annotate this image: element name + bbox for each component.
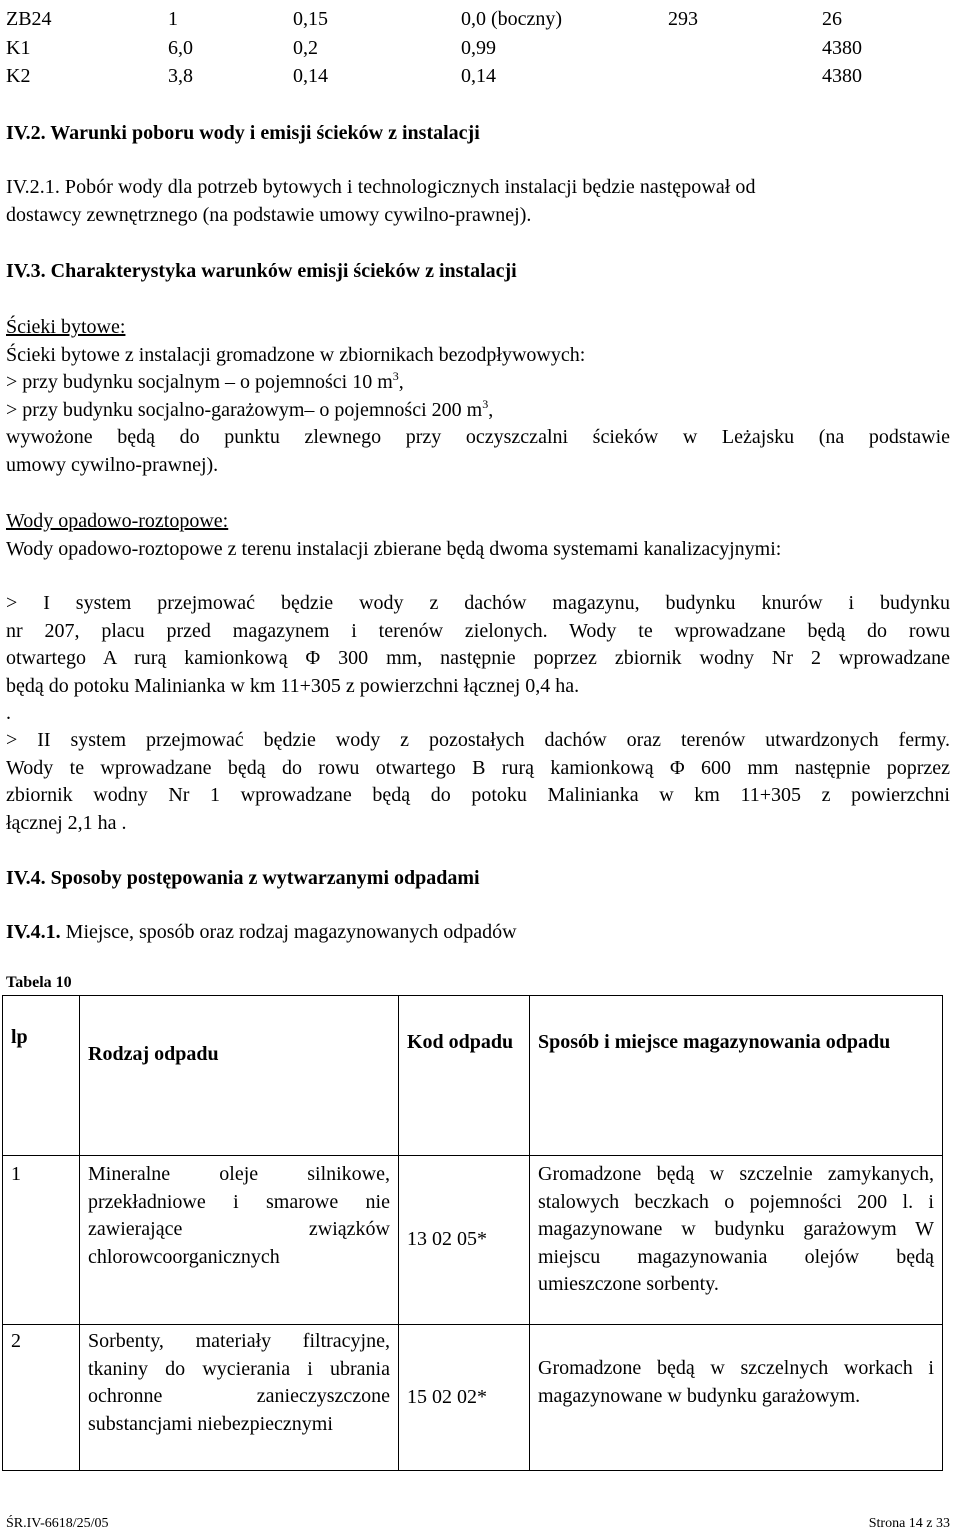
table-cell: 6,0 — [168, 36, 193, 59]
table-cell: 0,15 — [293, 8, 328, 30]
table-header-row — [3, 996, 943, 1156]
table-cell: 0,0 (boczny) — [461, 8, 563, 30]
table-cell: 0,2 — [293, 36, 318, 59]
punctuation: , — [488, 399, 494, 421]
table-row — [6, 35, 946, 64]
row-lp: 2 — [3, 1325, 80, 1471]
section-heading-iv4: IV.4. Sposoby postępowania z wytwarzanymi odpadami — [6, 867, 480, 889]
table-row — [3, 1156, 943, 1325]
waste-table — [2, 995, 943, 1471]
subsection-number: IV.4.1. — [6, 921, 61, 943]
footer-page-number: Strona 14 z 33 — [868, 1516, 950, 1531]
sewage-label: Ścieki bytowe: — [6, 316, 126, 338]
stray-dot: . — [6, 702, 11, 724]
table-cell: 4380 — [822, 36, 862, 59]
row-waste-type: Sorbenty, materiały filtracyjne, tkaniny do wycierania i ubrania ochronne zanieczyszczone substancjami niebezpiecznymi — [80, 1325, 399, 1471]
header-lp: lp — [3, 996, 80, 1156]
header-waste-type: Rodzaj odpadu — [80, 996, 399, 1156]
paragraph-line: zbiornik wodny Nr 1 wprowadzane będą do potoku Malinianka w km 11+305 z powierzchni — [6, 784, 950, 806]
rainwater-intro: Wody opadowo-roztopowe z terenu instalacji zbierane będą dwoma systemami kanalizacyjnymi: — [6, 538, 782, 560]
sewage-item-2 — [6, 397, 493, 425]
paragraph-line: nr 207, placu przed magazynem i terenów zielonych. Wody te wprowadzane będą do rowu — [6, 619, 950, 642]
table-cell: 0,14 — [461, 65, 496, 87]
section-heading-iv3: IV.3. Charakterystyka warunków emisji ścieków z instalacji — [6, 260, 517, 282]
table-caption: Tabela 10 — [6, 974, 72, 991]
sewage-item-text: > przy budynku socjalnym – o pojemności 10 m — [6, 371, 393, 393]
table-cell: 3,8 — [168, 65, 193, 87]
sewage-intro: Ścieki bytowe z instalacji gromadzone w zbiornikach bezodpływowych: — [6, 344, 586, 366]
paragraph-line: > I system przejmować będzie wody z dachów magazynu, budynku knurów i budynku — [6, 592, 950, 614]
system-2-paragraph — [6, 727, 950, 837]
paragraph-line: > II system przejmować będzie wody z pozostałych dachów oraz terenów utwardzonych fermy. — [6, 729, 950, 751]
paragraph-line: łącznej 2,1 ha . — [6, 811, 127, 834]
sewage-transport-paragraph — [6, 424, 950, 479]
table-cell: ZB24 — [6, 8, 52, 30]
header-storage: Sposób i miejsce magazynowania odpadu — [530, 996, 943, 1156]
table-row — [6, 6, 946, 35]
row-waste-type: Mineralne oleje silnikowe, przekładniowe i smarowe nie zawierające związków chlorowcoorganicznych — [80, 1156, 399, 1325]
top-table — [6, 6, 946, 92]
rainwater-label: Wody opadowo-roztopowe: — [6, 510, 229, 532]
table-cell: K1 — [6, 36, 31, 59]
table-row — [3, 1325, 943, 1471]
table-cell: 1 — [168, 8, 178, 30]
subsection-heading-iv41 — [6, 919, 517, 947]
paragraph-line: Wody te wprowadzane będą do rowu otwartego B rurą kamionkową Φ 600 mm następnie poprzez — [6, 756, 950, 779]
paragraph-line: będą do potoku Malinianka w km 11+305 z powierzchni łącznej 0,4 ha. — [6, 674, 580, 697]
sewage-item-text: > przy budynku socjalno-garażowym– o pojemności 200 m — [6, 399, 483, 421]
table-row — [6, 63, 946, 92]
unit-superscript: 3 — [392, 369, 399, 383]
paragraph-line: otwartego A rurą kamionkową Φ 300 mm, następnie poprzez zbiornik wodny Nr 2 wprowadzane — [6, 647, 950, 669]
table-cell: 0,99 — [461, 36, 496, 59]
system-1-paragraph — [6, 590, 950, 700]
table-cell: 0,14 — [293, 65, 328, 87]
section-heading-iv2: IV.2. Warunki poboru wody i emisji ścieków z instalacji — [6, 122, 480, 144]
table-cell: 293 — [668, 8, 698, 30]
paragraph-line: IV.2.1. Pobór wody dla potrzeb bytowych i technologicznych instalacji będzie następował od — [6, 176, 756, 198]
subsection-title: Miejsce, sposób oraz rodzaj magazynowanych odpadów — [60, 921, 517, 943]
paragraph-line: wywożone będą do punktu zlewnego przy oczyszczalni ścieków w Leżajsku (na podstawie — [6, 426, 950, 448]
table-cell: 4380 — [822, 65, 862, 87]
row-storage: Gromadzone będą w szczelnych workach i magazynowane w budynku garażowym. — [530, 1325, 943, 1471]
paragraph-line: umowy cywilno-prawnej). — [6, 453, 219, 476]
table-cell: 26 — [822, 8, 842, 30]
row-waste-code: 13 02 05* — [399, 1156, 530, 1325]
punctuation: , — [398, 371, 404, 393]
footer-document-id: ŚR.IV-6618/25/05 — [6, 1516, 109, 1531]
table-cell: K2 — [6, 65, 31, 87]
row-lp: 1 — [3, 1156, 80, 1325]
water-intake-paragraph — [6, 174, 950, 229]
paragraph-line: dostawcy zewnętrznego (na podstawie umowy cywilno-prawnej). — [6, 203, 532, 226]
sewage-item-1 — [6, 369, 404, 397]
row-storage: Gromadzone będą w szczelnie zamykanych, stalowych beczkach o pojemności 200 l. i magazynowane w budynku garażowym W miejscu magazynowania olejów będą umieszczone sorbenty. — [530, 1156, 943, 1325]
unit-superscript: 3 — [482, 397, 489, 411]
header-waste-code: Kod odpadu — [399, 996, 530, 1156]
row-waste-code: 15 02 02* — [399, 1325, 530, 1471]
